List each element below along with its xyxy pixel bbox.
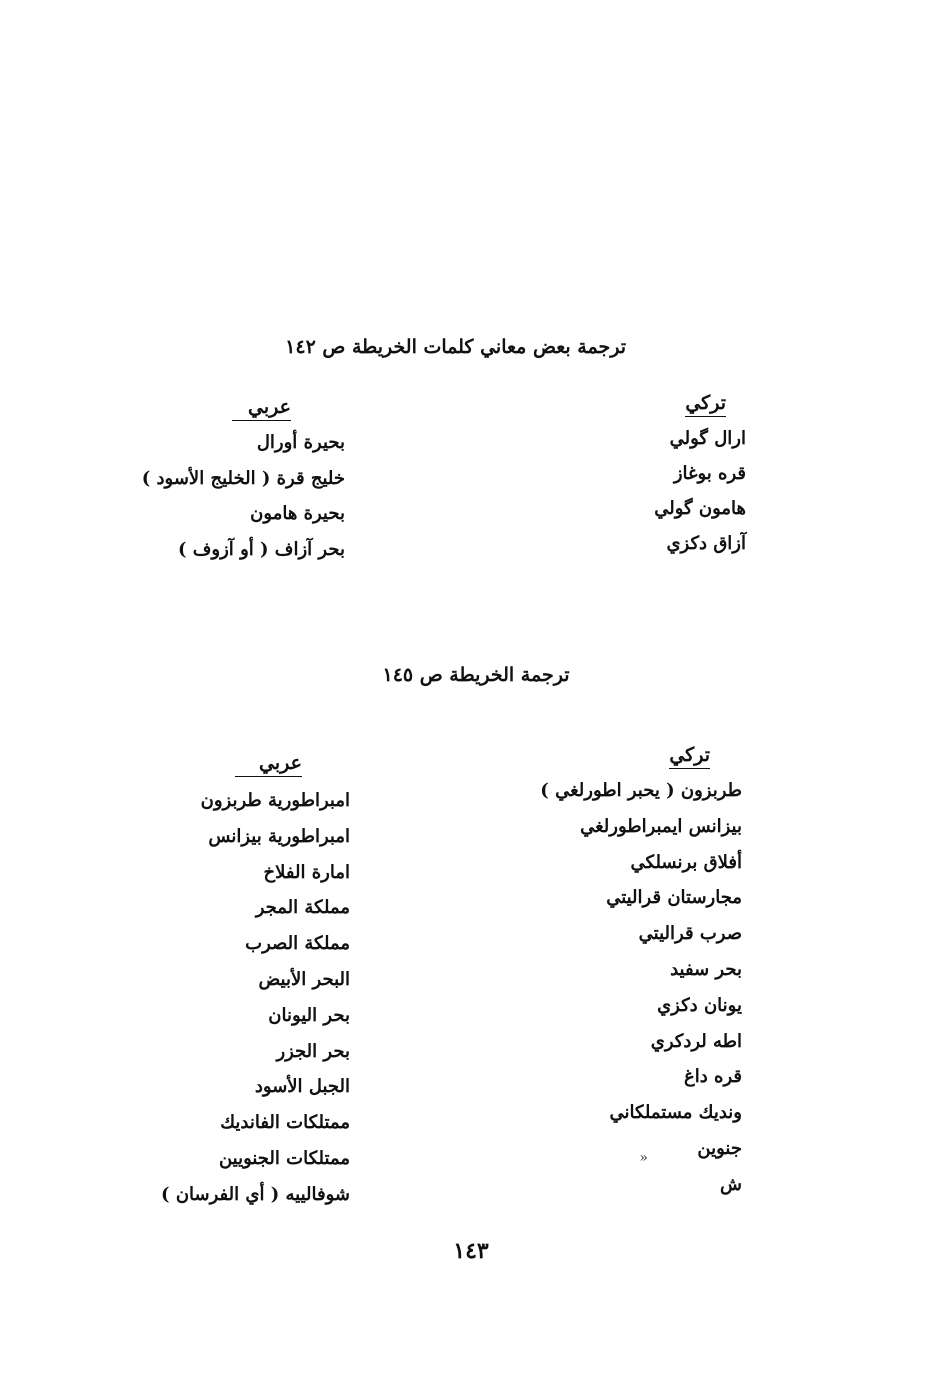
list-item: صرب قراليتي (638, 923, 742, 945)
list-item: امبراطورية بيزانس (208, 825, 350, 847)
list-item: بحر اليونان (268, 1004, 350, 1026)
section2-turkish-list (540, 773, 742, 1203)
section1-arabic-header: عربي (232, 396, 291, 421)
list-item: البحر الأبيض (258, 968, 350, 990)
list-item: ونديك مستملكاني (609, 1102, 742, 1124)
list-item: بيزانس ايمبراطورلغي (580, 815, 742, 837)
section1-turkish-list (654, 421, 746, 561)
list-item: مجارستان قراليتي (606, 887, 742, 909)
section1-title: ترجمة بعض معاني كلمات الخريطة ص ١٤٢ (285, 336, 626, 358)
list-item: ممتلكات الجنويين (218, 1147, 350, 1169)
section2-title: ترجمة الخريطة ص ١٤٥ (382, 664, 570, 686)
list-item: هامون گولي (654, 498, 746, 519)
section2-arabic-list (161, 783, 350, 1213)
section1-arabic-list (142, 425, 345, 567)
list-item: مملكة المجر (255, 897, 350, 919)
list-item: خليج قرة ( الخليج الأسود ) (141, 467, 345, 489)
list-item: اطه لردكري (650, 1030, 742, 1052)
section1-arabic-column (142, 396, 345, 567)
list-item: قره داغ (684, 1066, 742, 1088)
list-item: يونان دكزي (657, 994, 742, 1016)
list-item: آزاق دكزي (666, 533, 746, 554)
list-item: ش (720, 1173, 742, 1195)
section2-turkish-header: تركي (669, 744, 710, 769)
list-item: جنوين (697, 1137, 742, 1159)
list-item: الجبل الأسود (254, 1076, 350, 1098)
ditto-mark: « (639, 1150, 648, 1166)
list-item: قره بوغاز (673, 463, 746, 484)
list-item: أفلاق برنسلكي (630, 851, 742, 873)
page-number: ١٤٣ (453, 1238, 489, 1264)
list-item: طربزون ( يحبر اطورلغي ) (540, 780, 742, 801)
list-item: بحيرة أورال (256, 432, 345, 453)
section2-arabic-header: عربي (235, 752, 302, 777)
list-item: ارال گولي (669, 428, 746, 449)
list-item: امارة الفلاخ (263, 861, 350, 883)
section1-turkish-column (654, 392, 746, 561)
section2-arabic-column (161, 752, 350, 1213)
section1-turkish-header: تركي (685, 392, 726, 417)
list-item: ممتلكات الفانديك (220, 1112, 350, 1134)
list-item: شوفالييه ( أي الفرسان ) (161, 1183, 350, 1205)
list-item: مملكة الصرب (245, 933, 350, 955)
list-item: بحر سفيد (670, 958, 742, 980)
list-item: بحر الجزر (276, 1040, 350, 1062)
list-item: بحر آزاف ( أو آزوف ) (177, 538, 345, 560)
list-item: امبراطورية طربزون (200, 790, 350, 811)
section2-turkish-column (540, 744, 742, 1203)
list-item: بحيرة هامون (250, 503, 345, 524)
